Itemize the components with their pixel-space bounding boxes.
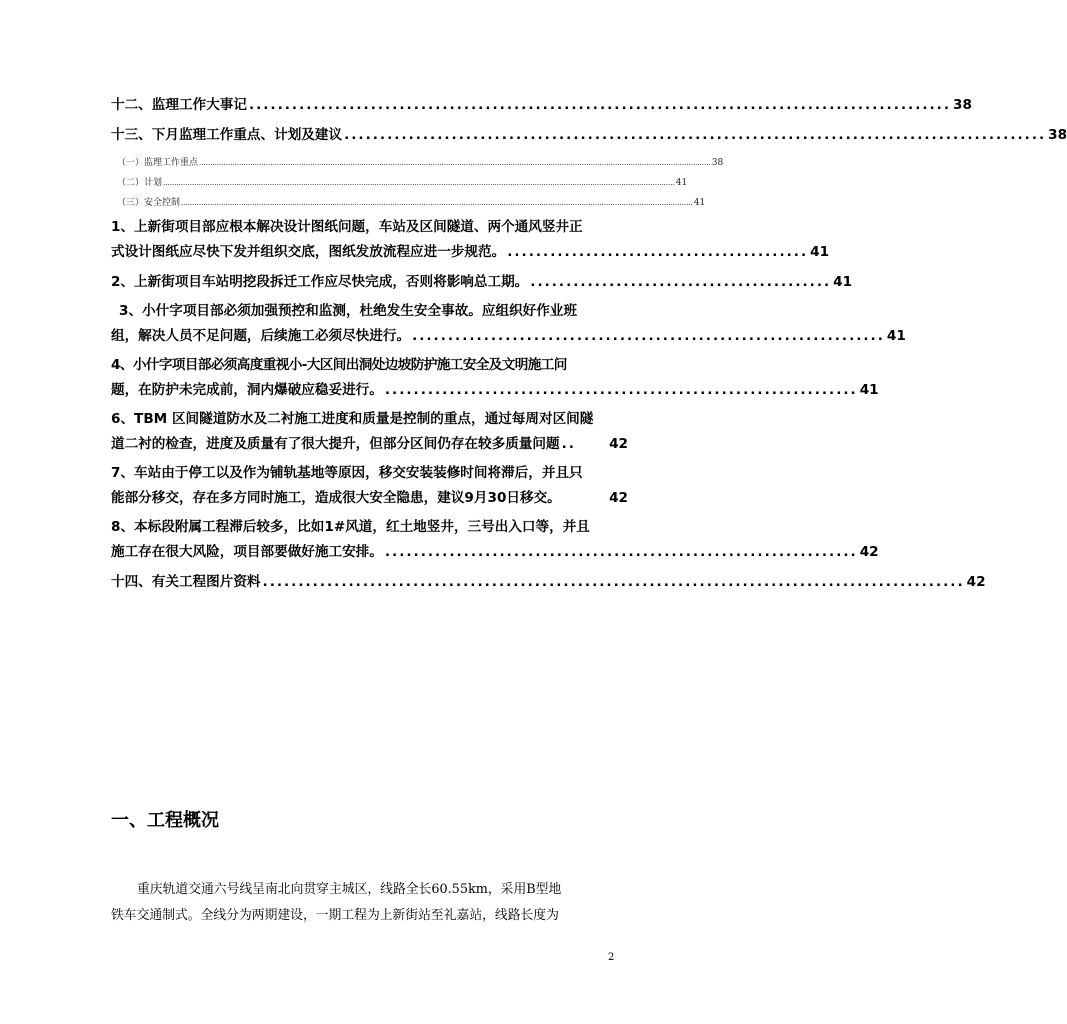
toc-entry-text: 能部分移交，存在多方同时施工，造成很大安全隐患，建议9月30日移交。 <box>111 490 561 506</box>
toc-entry-1-line1[interactable]: 1、上新街项目部应根本解决设计图纸问题，车站及区间隧道、两个通风竖井正 <box>111 219 583 235</box>
toc-page-number: 42 <box>609 490 628 506</box>
toc-entry-text: 十三、下月监理工作重点、计划及建议 <box>111 127 343 143</box>
toc-page-number: 41 <box>810 244 830 260</box>
toc-entry-7-line1[interactable]: 7、车站由于停工以及作为铺轨基地等原因，移交安装装修时间将滞后，并且只 <box>111 465 583 481</box>
toc-leader: .......................................... <box>507 244 809 260</box>
toc-page-number: 41 <box>859 382 879 398</box>
toc-page-number: 38 <box>953 97 972 113</box>
toc-entry-text: 2、上新街项目车站明挖段拆迁工作应尽快完成，否则将影响总工期。 <box>111 274 529 290</box>
toc-entry-14[interactable] <box>111 573 986 591</box>
body-paragraph-line2: 铁车交通制式。全线分为两期建设，一期工程为上新街站至礼嘉站，线路长度为 <box>111 908 559 923</box>
toc-entry-8[interactable] <box>111 543 879 561</box>
toc-subentry-2[interactable] <box>117 177 688 189</box>
toc-subentry-1[interactable] <box>117 157 724 169</box>
toc-entry-text: 题，在防护未完成前，洞内爆破应稳妥进行。 <box>111 382 383 398</box>
toc-page-number: 42 <box>859 544 879 560</box>
toc-leader: ...................................................................................................................................................................................................................................... <box>181 199 693 207</box>
toc-page-number: 42 <box>609 436 628 452</box>
toc-leader: .................................................................................................. <box>248 97 952 113</box>
toc-subentry-3[interactable] <box>117 197 706 209</box>
toc-leader: .................................................................. <box>384 544 858 560</box>
toc-entry-7[interactable] <box>111 489 628 507</box>
toc-entry-4[interactable] <box>111 381 879 399</box>
toc-entry-4-line1[interactable]: 4、小什字项目部必须高度重视小-大区间出洞处边坡防护施工安全及文明施工问 <box>111 357 567 373</box>
toc-entry-text: 式设计图纸应尽快下发并组织交底，图纸发放流程应进一步规范。 <box>111 244 506 260</box>
toc-entry-6-line1[interactable]: 6、TBM 区间隧道防水及二衬施工进度和质量是控制的重点，通过每周对区间隧 <box>111 411 594 427</box>
toc-page-number: 38 <box>711 158 724 168</box>
toc-leader: .................................................................................................. <box>262 574 965 590</box>
toc-leader: ...................................................................................................................................................................................................................................... <box>163 179 675 187</box>
toc-subentry-text: （三）安全控制 <box>117 198 181 208</box>
section-heading: 一、工程概况 <box>111 810 219 831</box>
toc-entry-text: 道二衬的检查，进度及质量有了很大提升，但部分区间仍存在较多质量问题 <box>111 436 560 452</box>
toc-entry-1[interactable] <box>111 243 830 261</box>
toc-entry-8-line1[interactable]: 8、本标段附属工程滞后较多，比如1#风道，红土地竖井，三号出入口等，并且 <box>111 519 590 535</box>
toc-page-number: 41 <box>693 198 706 208</box>
toc-subentry-text: （二）计划 <box>117 178 163 188</box>
toc-entry-text: 十二、监理工作大事记 <box>111 97 247 113</box>
toc-leader: .......................................... <box>530 274 832 290</box>
toc-leader: .................................................................. <box>384 382 858 398</box>
toc-leader: .. <box>561 436 576 452</box>
toc-entry-text: 组，解决人员不足问题，后续施工必须尽快进行。 <box>111 328 411 344</box>
toc-leader: .................................................................................................. <box>344 127 1047 143</box>
toc-subentry-text: （一）监理工作重点 <box>117 158 199 168</box>
toc-page-number: 41 <box>675 178 688 188</box>
toc-entry-13[interactable] <box>111 126 1067 144</box>
toc-entry-12[interactable] <box>111 96 972 114</box>
toc-entry-2[interactable] <box>111 273 853 291</box>
toc-leader <box>563 489 607 507</box>
toc-page-number: 41 <box>886 328 906 344</box>
toc-entry-3[interactable] <box>111 327 906 345</box>
toc-leader: ...................................................................................................................................................................................................................................... <box>199 159 711 167</box>
toc-entry-text: 十四、有关工程图片资料 <box>111 574 261 590</box>
toc-entry-6[interactable] <box>111 435 628 453</box>
toc-page-number: 41 <box>833 274 853 290</box>
toc-leader: .................................................................. <box>412 328 885 344</box>
toc-entry-3-line1[interactable]: 3、小什字项目部必须加强预控和监测，杜绝发生安全事故。应组织好作业班 <box>119 303 578 319</box>
toc-page-number: 38 <box>1048 127 1067 143</box>
toc-page-number: 42 <box>966 574 986 590</box>
page-number: 2 <box>608 952 615 963</box>
body-paragraph-line1: 重庆轨道交通六号线呈南北向贯穿主城区，线路全长60.55km，采用B型地 <box>137 882 562 897</box>
toc-entry-text: 施工存在很大风险，项目部要做好施工安排。 <box>111 544 383 560</box>
